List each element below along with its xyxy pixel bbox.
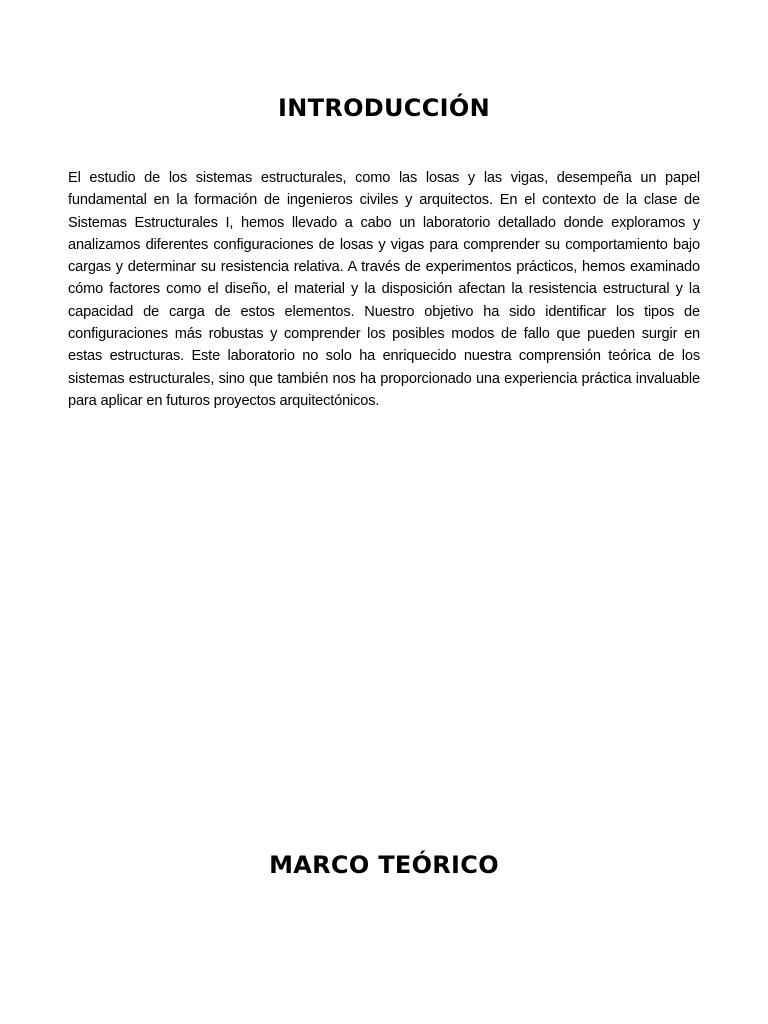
intro-heading: INTRODUCCIÓN: [278, 94, 490, 122]
intro-paragraph: El estudio de los sistemas estructurales, como las losas y las vigas, desempeña un papel fundamental en la formación de ingenieros civiles y arquitectos. En el contexto de la clase de Sistemas Estructurales I, hemos llevado a cabo un laboratorio detallado donde exploramos y analizamos diferentes configuraciones de losas y vigas para comprender su comportamiento bajo cargas y determinar su resistencia relativa. A través de experimentos prácticos, hemos examinado cómo factores como el diseño, el material y la disposición afectan la resistencia estructural y la capacidad de carga de estos elementos. Nuestro objetivo ha sido identificar los tipos de configuraciones más robustas y comprender los posibles modos de fallo que pueden surgir en estas estructuras. Este laboratorio no solo ha enriquecido nuestra comprensión teórica de los sistemas estructurales, sino que también nos ha proporcionado una experiencia práctica invaluable para aplicar en futuros proyectos arquitectónicos.: [68, 170, 700, 409]
marco-teorico-heading: MARCO TEÓRICO: [269, 851, 499, 879]
